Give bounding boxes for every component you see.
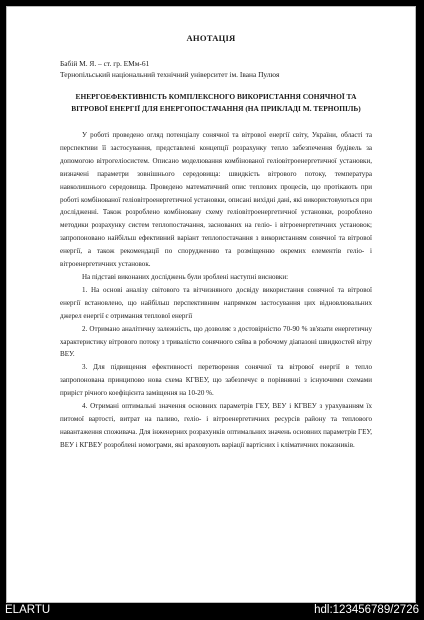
repository-label: ELARTU [5, 604, 51, 616]
document-page [6, 6, 416, 603]
paragraph-conclusion-3: 3. Для підвищення ефективності перетворення сонячної та вітрової енергії в тепло запропонована принципово нова схема КГВЕУ, що забезпечує в порівнянні з існуючими схемами приріст річного коефіцієнта заміщення на 10-20 %. [60, 363, 372, 398]
author-line: Бабій М. Я. – ст. гр. ЕМм-61 [60, 59, 150, 68]
handle-label: hdl:123456789/2726 [314, 604, 419, 616]
paragraph-conclusion-4: 4. Отримані оптимальні значення основних параметрів ГЕУ, ВЕУ і КГВЕУ з урахуванням їх питомої вартості, витрат на паливо, геліо- і вітроенергетичних ресурсів району та теплового навантаження споживача. Для інженерних розрахунків оптимальних значень основних параметрів ГЕУ, ВЕУ і КГВЕУ розроблені номограми, які враховують варіації вартісних і кліматичних показників. [60, 402, 372, 449]
paragraph-conclusion-1: 1. На основі аналізу світового та вітчизняного досвіду використання сонячної та вітрової енергії встановлено, що найбільш перспективним напрямком застосування цих відновлювальних джерел енергії є отримання теплової енергії [60, 285, 372, 320]
paragraph-conclusions-lead: На підставі виконаних досліджень були зроблені наступні висновки: [82, 272, 289, 281]
paragraph-intro: У роботі проведено огляд потенціалу сонячної та вітрової енергії світу, України, області та перспективи її застосування, представлені концепції розрахунку тепло забезпечення будівель за допомогою вітрогеліосистем. Описано моделювання комбінованої геліовітроенергетичної установки, визначені параметри зовнішнього середовища: швидкість вітрового потоку, температура навколишнього середовища. Проведено математичний опис теплових процесів, що протікають при роботі комбінованої геліовітроенергетичної установки, описані вихідні дані, які використовуються при дослідженні. Також розроблено комбіновану схему геліовітроенергетичної установки, розроблено методики розрахунку систем теплопостачання, заснованих на геліо- і вітроенергетичних установок; запропоновано найбільш ефективний варіант теплопостачання з використанням сонячної та вітрової енергії, а також рекомендації по спорудженню та розміщенню окремих елементів геліо- і вітроенергетичних установок. [60, 131, 372, 269]
body-text [60, 129, 372, 452]
paragraph-conclusion-2: 2. Отримано аналітичну залежність, що дозволяє з достовірністю 70-90 % зв'язати енергетичну характеристику вітрового потоку з тривалістю сонячного сяйва в робочому діапазоні швидкостей вітру ВЕУ. [60, 324, 372, 359]
author-block [60, 59, 279, 80]
paper-heading: ЕНЕРГОЕФЕКТИВНІСТЬ КОМПЛЕКСНОГО ВИКОРИСТАННЯ СОНЯЧНОЇ ТА ВІТРОВОЇ ЕНЕРГІЇ ДЛЯ ЕНЕРГОПОСТАЧАННЯ (НА ПРИКЛАДІ М. ТЕРНОПІЛЬ) [71, 92, 361, 113]
viewer-footer [0, 602, 424, 620]
affiliation-line: Тернопільський національний технічний університет ім. Івана Пулюя [60, 69, 280, 79]
document-title: АНОТАЦІЯ [186, 33, 236, 43]
